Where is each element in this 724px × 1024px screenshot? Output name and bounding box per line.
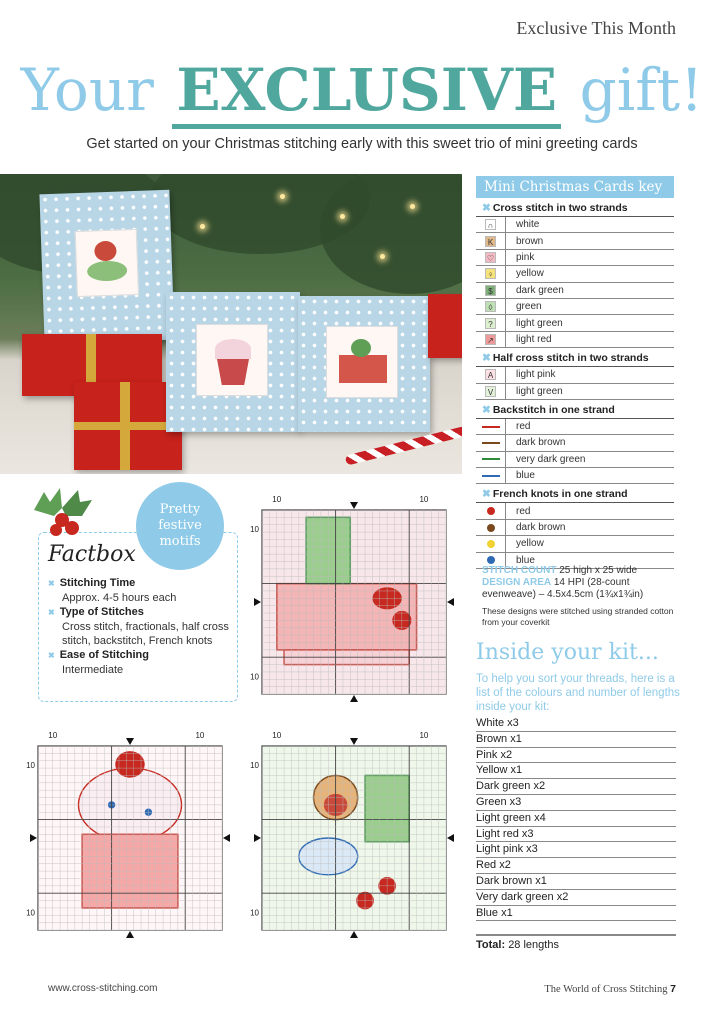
key-label: blue — [516, 470, 535, 482]
key-row — [476, 299, 674, 315]
key-swatch — [476, 217, 506, 232]
center-arrow-icon — [126, 738, 134, 745]
key-label: light green — [516, 317, 563, 329]
key-label: pink — [516, 251, 535, 263]
kit-total-label: Total: — [476, 939, 506, 951]
key-row — [476, 217, 674, 233]
grid-label: 10 — [26, 908, 35, 918]
page-number: 7 — [670, 983, 676, 995]
key-label: yellow — [516, 268, 544, 280]
kit-list-item: Dark green x2 — [476, 779, 676, 795]
key-symbol: ◊ — [485, 301, 496, 312]
key-section-title: ✖ Backstitch in one strand — [476, 400, 674, 419]
stitch-info — [482, 565, 678, 601]
grid-label: 10 — [272, 731, 282, 740]
key-swatch — [476, 503, 506, 518]
key-section-label: Cross stitch in two strands — [492, 202, 628, 214]
design-area-value: 14 HPI (28-count evenweave) – 4.5x4.5cm (1¾x1¾in) — [482, 577, 644, 600]
key-label: dark brown — [516, 522, 566, 534]
center-arrow-icon — [350, 738, 358, 745]
kit-list-item: Very dark green x2 — [476, 890, 676, 906]
key-swatch — [476, 468, 506, 483]
badge-line2: festive — [158, 518, 202, 533]
key-label: blue — [516, 554, 535, 566]
chart-cupcake — [24, 728, 236, 954]
center-arrow-icon — [350, 502, 358, 509]
key-swatch — [476, 332, 506, 347]
key-row — [476, 315, 674, 331]
backstitch-swatch — [482, 475, 500, 477]
factbox-value: Approx. 4-5 hours each — [62, 592, 177, 604]
key-row — [476, 332, 674, 348]
center-arrow-icon — [350, 695, 358, 702]
grid-label: 10 — [419, 731, 429, 740]
factbox-value: Intermediate — [62, 664, 124, 676]
key-title: Mini Christmas Cards key — [476, 176, 674, 198]
section-label: Exclusive This Month — [516, 18, 676, 38]
key-section-title: ✖ French knots in one strand — [476, 484, 674, 503]
backstitch-swatch — [482, 458, 500, 460]
key-symbol: ♀ — [485, 268, 496, 279]
inside-kit-title: Inside your kit... — [476, 640, 659, 665]
holly-icon — [26, 482, 96, 542]
key-label: red — [516, 505, 531, 517]
key-swatch — [476, 299, 506, 314]
key-swatch — [476, 283, 506, 298]
headline — [0, 56, 724, 124]
footer-magazine-name: The World of Cross Stitching — [544, 984, 668, 995]
key-label: green — [516, 301, 542, 313]
center-arrow-icon — [350, 931, 358, 938]
key-swatch — [476, 452, 506, 467]
grid-label: 10 — [250, 761, 259, 771]
badge-pretty-festive-motifs — [136, 482, 224, 570]
key-symbol: ∩ — [485, 219, 496, 230]
key-symbol: $ — [485, 285, 496, 296]
french-knot-swatch — [487, 556, 495, 564]
key-symbol: ? — [485, 318, 496, 329]
key-label: white — [516, 219, 540, 231]
product-photo — [0, 174, 462, 474]
key-section-label: Backstitch in one strand — [492, 403, 615, 416]
grid-label: 10 — [419, 495, 429, 504]
key-row — [476, 452, 674, 468]
key-label: light green — [516, 385, 563, 397]
key-swatch — [476, 536, 506, 551]
factbox-title: Factbox — [48, 542, 136, 567]
card-cupcake — [166, 292, 300, 432]
key-symbol: ↗ — [485, 334, 496, 345]
chart-present — [248, 492, 460, 718]
stitch-count-label: STITCH COUNT — [482, 565, 557, 576]
kit-list-item: White x3 — [476, 716, 676, 732]
key-row — [476, 435, 674, 451]
french-knot-swatch — [487, 540, 495, 548]
headline-part2: gift! — [579, 56, 704, 124]
factbox-value: Cross stitch, fractionals, half cross stitch, backstitch, French knots — [62, 621, 229, 647]
grid-label: 10 — [195, 731, 205, 740]
key-swatch — [476, 419, 506, 434]
key-label: red — [516, 421, 531, 433]
kit-list-item: Blue x1 — [476, 906, 676, 922]
thread-note: These designs were stitched using stranded cotton from your coverkit — [482, 606, 674, 627]
key-swatch — [476, 266, 506, 281]
key-section-label: Half cross stitch in two strands — [492, 352, 649, 365]
key-section-title: ✖ Half cross stitch in two strands — [476, 348, 674, 367]
factbox-heading: ✖ Type of Stitches — [48, 605, 238, 620]
kit-list-item: Light pink x3 — [476, 842, 676, 858]
factbox-items — [48, 576, 238, 677]
backstitch-swatch — [482, 442, 500, 444]
center-arrow-icon — [254, 598, 261, 606]
center-arrow-icon — [254, 834, 261, 842]
key-swatch — [476, 520, 506, 535]
french-knot-swatch — [487, 524, 495, 532]
key-row — [476, 536, 674, 552]
kit-list-item: Light red x3 — [476, 827, 676, 843]
key-swatch — [476, 367, 506, 382]
grid-label: 10 — [250, 525, 259, 535]
kit-list-item: Dark brown x1 — [476, 874, 676, 890]
grid-label: 10 — [48, 731, 58, 740]
french-knot-swatch — [487, 507, 495, 515]
inside-kit-description: To help you sort your threads, here is a list of the colours and number of lengths inside your kit: — [476, 673, 680, 713]
key-row — [476, 367, 674, 383]
kit-list-item: Brown x1 — [476, 732, 676, 748]
card-present — [298, 296, 430, 432]
key-swatch — [476, 384, 506, 399]
key-label: dark brown — [516, 437, 566, 449]
kit-total-value: 28 lengths — [508, 939, 559, 951]
factbox-heading: ✖ Stitching Time — [48, 576, 238, 591]
design-area-label: DESIGN AREA — [482, 577, 552, 588]
kit-list-item: Yellow x1 — [476, 763, 676, 779]
center-arrow-icon — [30, 834, 37, 842]
grid-label: 10 — [250, 672, 259, 682]
chart-robin — [248, 728, 460, 954]
key-row — [476, 520, 674, 536]
footer-website: www.cross-stitching.com — [48, 983, 158, 994]
key-label: brown — [516, 235, 544, 247]
kit-list-item: Green x3 — [476, 795, 676, 811]
key-swatch — [476, 315, 506, 330]
key-label: light red — [516, 333, 552, 345]
footer-magazine — [544, 983, 676, 995]
key-label: dark green — [516, 284, 564, 296]
key-row — [476, 468, 674, 484]
center-arrow-icon — [126, 931, 134, 938]
key-label: very dark green — [516, 453, 586, 465]
grid-label: 10 — [26, 761, 35, 771]
headline-part1: Your — [20, 56, 154, 124]
key-symbol: V — [485, 386, 496, 397]
key-row — [476, 233, 674, 249]
subtitle: Get started on your Christmas stitching early with this sweet trio of mini greeting cards — [86, 136, 638, 152]
kit-list-item: Pink x2 — [476, 748, 676, 764]
factbox-heading: ✖ Ease of Stitching — [48, 648, 238, 663]
key-symbol: ♡ — [486, 253, 495, 263]
key-label: yellow — [516, 538, 544, 550]
key-section-title: ✖ Cross stitch in two strands — [476, 198, 674, 217]
key-label: light pink — [516, 369, 556, 381]
key-symbol: A — [485, 369, 496, 380]
key-row — [476, 250, 674, 266]
card-robin — [39, 190, 174, 344]
grid-label: 10 — [250, 908, 259, 918]
key-row — [476, 419, 674, 435]
badge-line3: motifs — [159, 534, 201, 549]
chart-key — [476, 176, 674, 569]
key-swatch — [476, 250, 506, 265]
headline-highlight: EXCLUSIVE — [172, 56, 561, 129]
grid-label: 10 — [272, 495, 282, 504]
stitch-count-value: 25 high x 25 wide — [559, 565, 638, 576]
key-row — [476, 384, 674, 400]
key-swatch — [476, 233, 506, 248]
kit-list — [476, 716, 676, 921]
center-arrow-icon — [223, 834, 230, 842]
center-arrow-icon — [447, 598, 454, 606]
key-row — [476, 266, 674, 282]
key-swatch — [476, 435, 506, 450]
kit-list-item: Light green x4 — [476, 811, 676, 827]
key-row — [476, 283, 674, 299]
kit-list-item: Red x2 — [476, 858, 676, 874]
key-section-label: French knots in one strand — [492, 488, 628, 501]
center-arrow-icon — [447, 834, 454, 842]
key-row — [476, 503, 674, 519]
kit-total — [476, 934, 676, 951]
key-symbol: K — [485, 236, 496, 247]
backstitch-swatch — [482, 426, 500, 428]
badge-line1: Pretty — [159, 502, 201, 517]
